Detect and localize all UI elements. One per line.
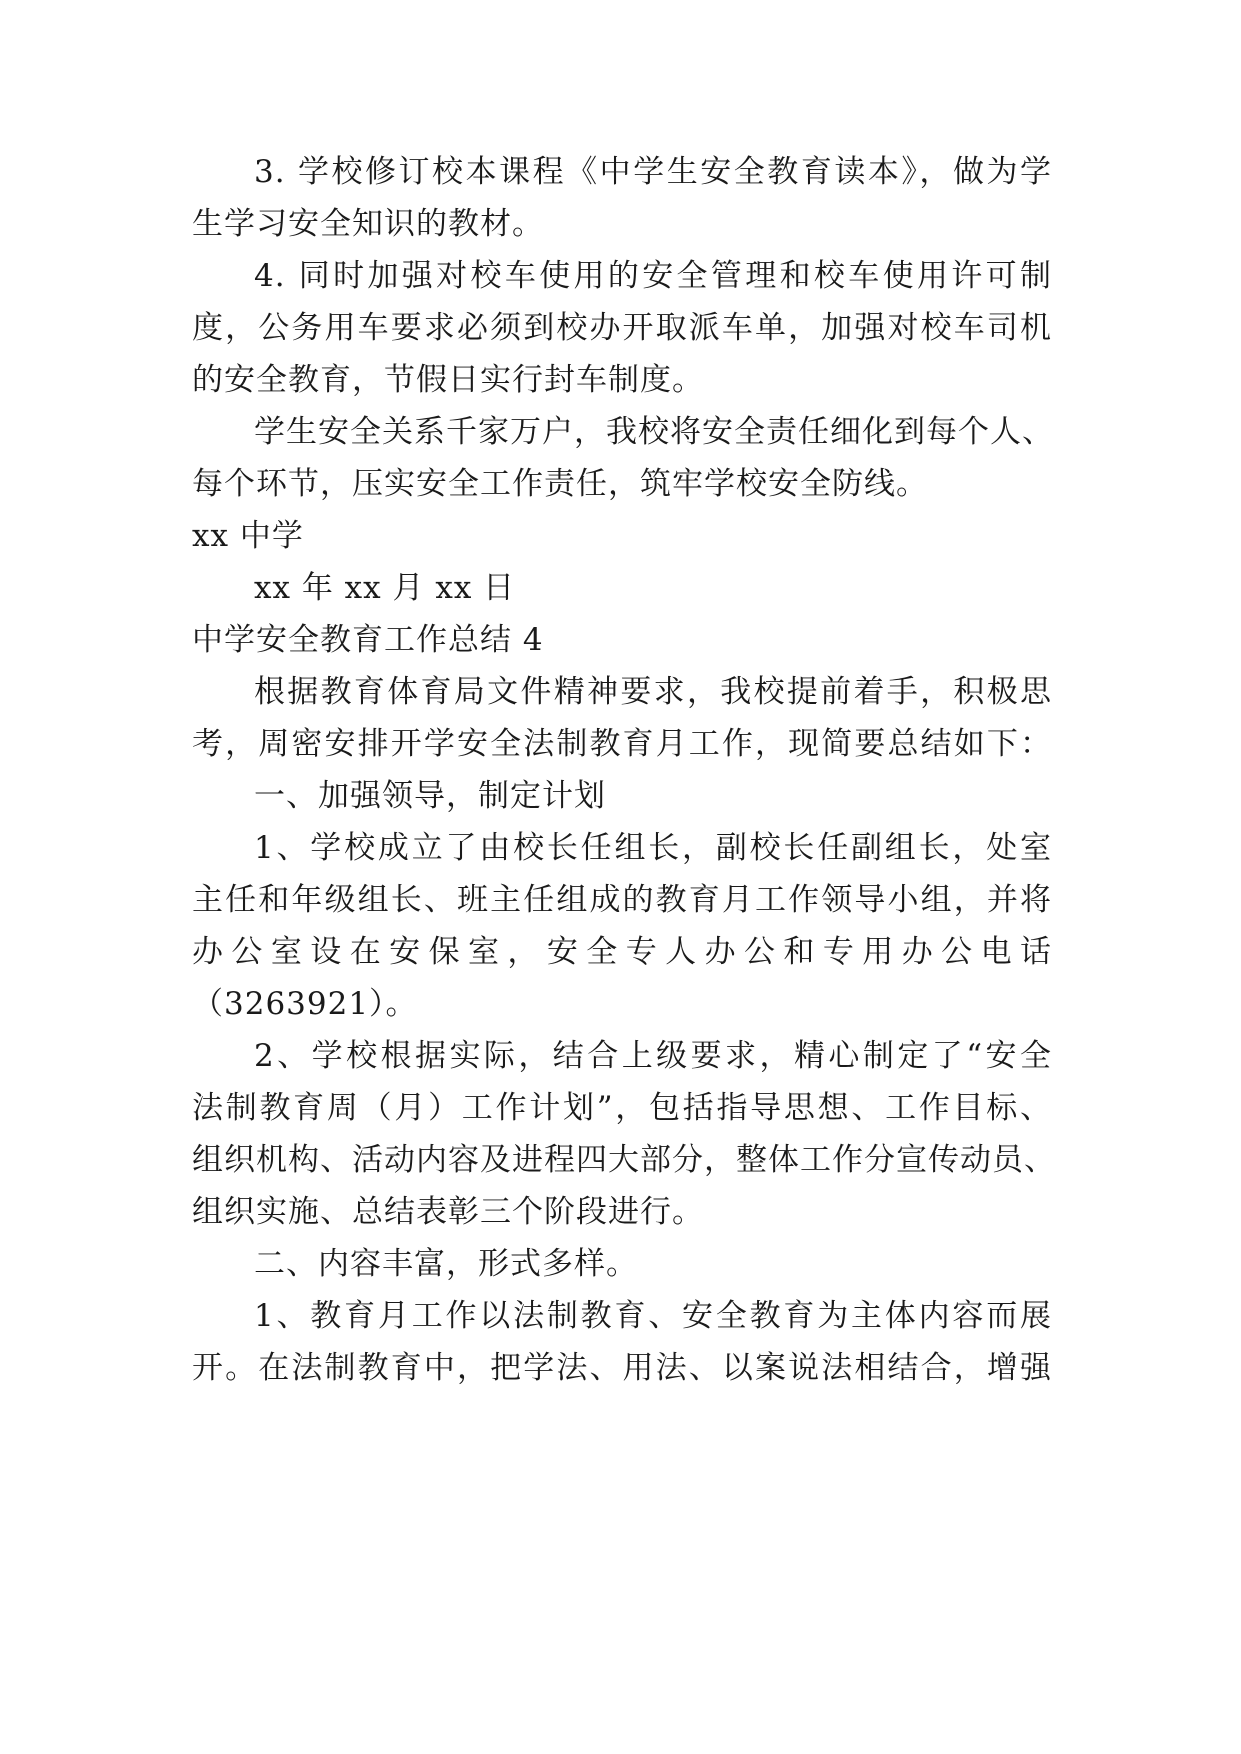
text-line-3: 4. 同时加强对校车使用的安全管理和校车使用许可制 [254, 258, 1052, 294]
text-line-2: 生学习安全知识的教材。 [192, 206, 544, 242]
signature-date: xx 年 xx 月 xx 日 [254, 570, 516, 606]
text-line-24: 开。在法制教育中，把学法、用法、以案说法相结合，增强 [192, 1350, 1052, 1386]
heading-two: 二、内容丰富，形式多样。 [254, 1246, 638, 1282]
heading-one: 一、加强领导，制定计划 [254, 778, 606, 814]
text-line-23: 1、教育月工作以法制教育、安全教育为主体内容而展 [254, 1298, 1052, 1334]
section-title: 中学安全教育工作总结 4 [192, 622, 544, 658]
text-line-1: 3. 学校修订校本课程《中学生安全教育读本》，做为学 [254, 154, 1052, 190]
text-line-5: 的安全教育，节假日实行封车制度。 [192, 362, 704, 398]
text-line-19: 法制教育周（月）工作计划”，包括指导思想、工作目标、 [192, 1090, 1052, 1126]
text-line-7: 每个环节，压实安全工作责任，筑牢学校安全防线。 [192, 466, 928, 502]
text-line-20: 组织机构、活动内容及进程四大部分，整体工作分宣传动员、 [192, 1142, 1056, 1178]
text-line-4: 度，公务用车要求必须到校办开取派车单，加强对校车司机 [192, 310, 1052, 346]
text-line-17: （3263921）。 [192, 986, 418, 1022]
text-line-15: 主任和年级组长、班主任组成的教育月工作领导小组，并将 [192, 882, 1052, 918]
text-line-11: 根据教育体育局文件精神要求，我校提前着手，积极思 [254, 674, 1052, 710]
text-line-18: 2、学校根据实际，结合上级要求，精心制定了“安全 [254, 1038, 1052, 1074]
text-line-6: 学生安全关系千家万户，我校将安全责任细化到每个人、 [254, 414, 1054, 450]
text-line-21: 组织实施、总结表彰三个阶段进行。 [192, 1194, 704, 1230]
text-line-16: 办公室设在安保室，安全专人办公和专用办公电话 [192, 934, 1052, 970]
text-line-12: 考，周密安排开学安全法制教育月工作，现简要总结如下： [192, 726, 1052, 762]
signature-school: xx 中学 [192, 518, 304, 554]
text-line-14: 1、学校成立了由校长任组长，副校长任副组长，处室 [254, 830, 1052, 866]
